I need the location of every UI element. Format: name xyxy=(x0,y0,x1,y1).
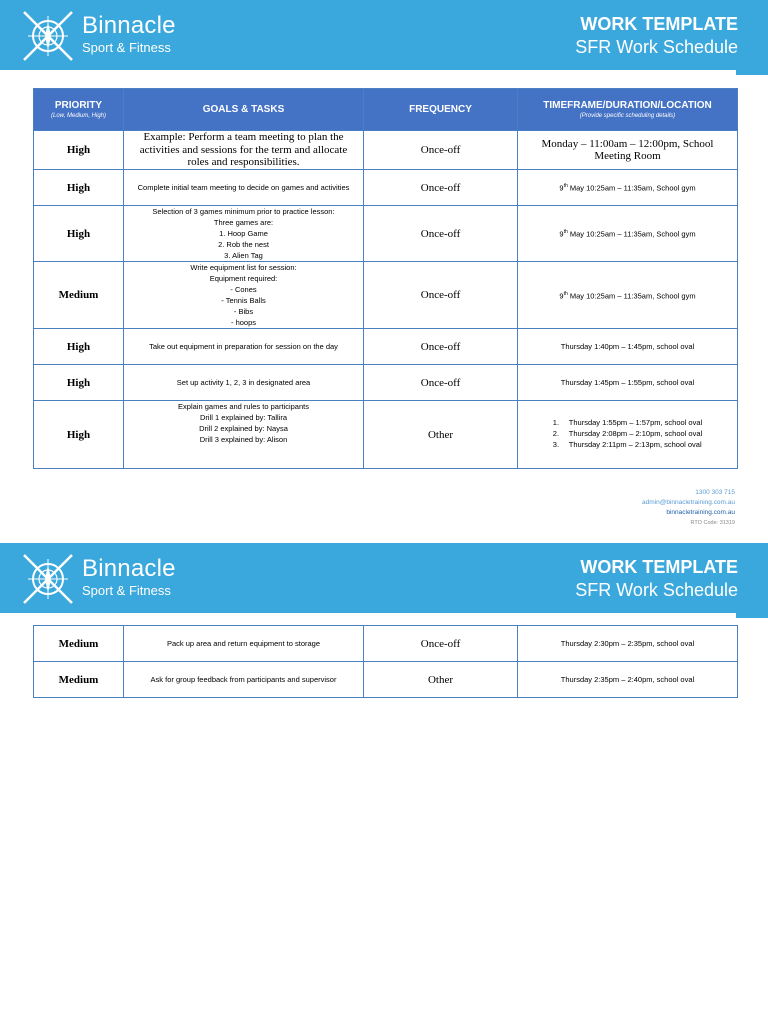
task-cell: Selection of 3 games minimum prior to practice lesson: Three games are: 1. Hoop Game 2. Rob the nest 3. Alien Tag xyxy=(124,206,364,262)
brand xyxy=(82,555,176,598)
priority-cell: Medium xyxy=(34,662,124,698)
table-row xyxy=(34,262,738,329)
schedule-table xyxy=(33,88,738,469)
header-title-block xyxy=(575,556,738,602)
header-tab-accent xyxy=(736,70,768,75)
brand xyxy=(82,12,176,55)
task-cell: Set up activity 1, 2, 3 in designated area xyxy=(124,365,364,401)
table-row xyxy=(34,206,738,262)
task-cell: Complete initial team meeting to decide on games and activities xyxy=(124,170,364,206)
col-header-priority: PRIORITY (Low, Medium, High) xyxy=(34,89,124,131)
table-row xyxy=(34,170,738,206)
priority-cell: High xyxy=(34,131,124,170)
contact-phone: 1300 303 715 xyxy=(695,489,735,496)
header-tab-accent xyxy=(736,613,768,618)
task-cell: Pack up area and return equipment to storage xyxy=(124,626,364,662)
priority-cell: High xyxy=(34,365,124,401)
priority-cell: High xyxy=(34,170,124,206)
list-item: 1. Thursday 1:55pm – 1:57pm, school oval xyxy=(552,418,703,427)
header-subtitle: SFR Work Schedule xyxy=(575,37,738,57)
col-header-goals: GOALS & TASKS xyxy=(124,89,364,131)
table-row xyxy=(34,662,738,698)
contact-footer xyxy=(642,488,735,528)
frequency-cell: Other xyxy=(364,662,518,698)
table-row xyxy=(34,329,738,365)
header-subtitle: SFR Work Schedule xyxy=(575,580,738,600)
frequency-cell: Once-off xyxy=(364,365,518,401)
brand-subtitle: Sport & Fitness xyxy=(82,40,171,55)
schedule-table-continued xyxy=(33,625,738,698)
col-header-timeframe: TIMEFRAME/DURATION/LOCATION (Provide specific scheduling details) xyxy=(518,89,738,131)
priority-cell: High xyxy=(34,401,124,469)
contact-email[interactable]: admin@binnacletraining.com.au xyxy=(642,499,735,506)
timeframe-cell: Thursday 1:40pm – 1:45pm, school oval xyxy=(518,329,738,365)
brand-name: Binnacle xyxy=(82,12,176,39)
table-header-row xyxy=(34,89,738,131)
timeframe-cell: 9th May 10:25am – 11:35am, School gym xyxy=(518,262,738,329)
timeframe-cell: Monday – 11:00am – 12:00pm, School Meeting Room xyxy=(518,131,738,170)
priority-cell: High xyxy=(34,329,124,365)
table-row xyxy=(34,365,738,401)
timeframe-list xyxy=(553,417,702,450)
timeframe-cell xyxy=(518,401,738,469)
compass-logo-icon xyxy=(20,8,76,64)
frequency-cell: Once-off xyxy=(364,131,518,170)
task-cell: Explain games and rules to participants Drill 1 explained by: Tallira Drill 2 explained by: Naysa Drill 3 explained by: Alison xyxy=(124,401,364,469)
page-header xyxy=(0,543,768,613)
brand-name: Binnacle xyxy=(82,555,176,582)
brand-subtitle: Sport & Fitness xyxy=(82,583,171,598)
timeframe-cell: 9th May 10:25am – 11:35am, School gym xyxy=(518,206,738,262)
priority-cell: Medium xyxy=(34,262,124,329)
task-cell: Ask for group feedback from participants and supervisor xyxy=(124,662,364,698)
table-row xyxy=(34,401,738,469)
timeframe-cell: Thursday 2:30pm – 2:35pm, school oval xyxy=(518,626,738,662)
task-cell: Write equipment list for session: Equipment required: - Cones - Tennis Balls - Bibs - hoops xyxy=(124,262,364,329)
header-title-block xyxy=(575,13,738,59)
priority-cell: High xyxy=(34,206,124,262)
col-header-frequency: FREQUENCY xyxy=(364,89,518,131)
task-cell: Take out equipment in preparation for session on the day xyxy=(124,329,364,365)
frequency-cell: Once-off xyxy=(364,626,518,662)
frequency-cell: Once-off xyxy=(364,262,518,329)
task-cell: Example: Perform a team meeting to plan the activities and sessions for the term and allocate roles and responsibilities. xyxy=(124,131,364,170)
contact-website[interactable]: binnacletraining.com.au xyxy=(666,509,735,516)
page-header xyxy=(0,0,768,70)
compass-logo-icon xyxy=(20,551,76,607)
frequency-cell: Once-off xyxy=(364,170,518,206)
timeframe-cell: 9th May 10:25am – 11:35am, School gym xyxy=(518,170,738,206)
header-title: WORK TEMPLATE xyxy=(580,14,738,34)
header-title: WORK TEMPLATE xyxy=(580,557,738,577)
frequency-cell: Once-off xyxy=(364,329,518,365)
priority-cell: Medium xyxy=(34,626,124,662)
list-item: 2. Thursday 2:08pm – 2:10pm, school oval xyxy=(552,429,703,438)
timeframe-cell: Thursday 2:35pm – 2:40pm, school oval xyxy=(518,662,738,698)
frequency-cell: Once-off xyxy=(364,206,518,262)
table-row xyxy=(34,626,738,662)
table-row xyxy=(34,131,738,170)
timeframe-cell: Thursday 1:45pm – 1:55pm, school oval xyxy=(518,365,738,401)
rto-code: RTO Code: 31319 xyxy=(690,520,735,526)
frequency-cell: Other xyxy=(364,401,518,469)
list-item: 3. Thursday 2:11pm – 2:13pm, school oval xyxy=(552,440,702,449)
